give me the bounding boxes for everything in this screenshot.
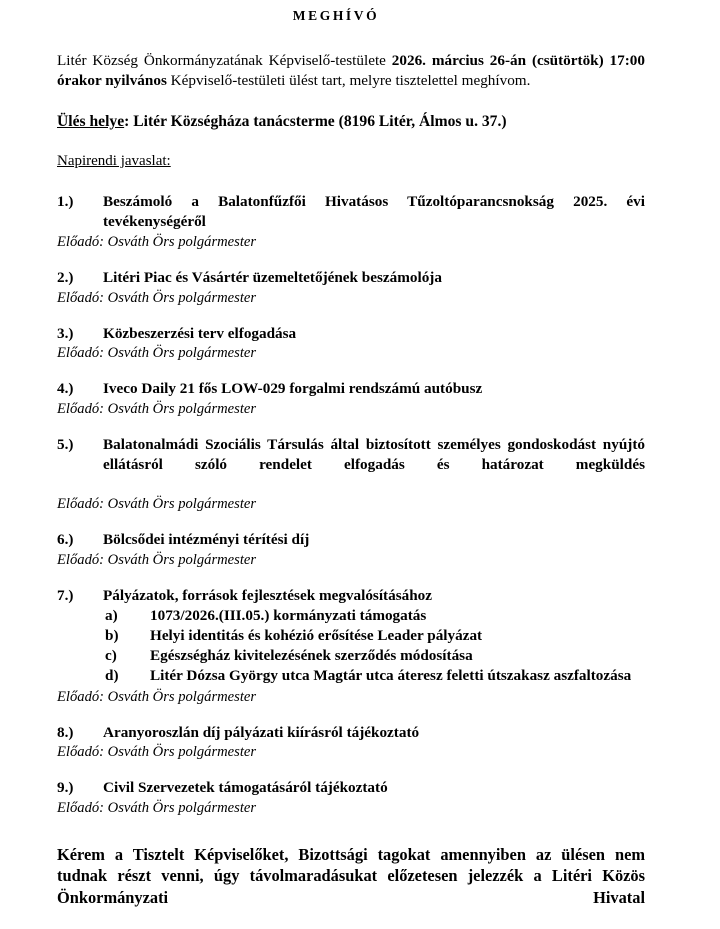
agenda-subitem-c xyxy=(57,646,645,666)
agenda-item-number: 7.) xyxy=(57,586,74,604)
agenda-subitem-text: Litér Dózsa György utca Magtár utca áteresz feletti útszakasz aszfaltozása xyxy=(150,667,632,685)
agenda-item-number: 5.) xyxy=(57,436,74,454)
agenda-item-6 xyxy=(57,514,645,570)
agenda-list xyxy=(57,171,645,818)
agenda-item-number: 3.) xyxy=(57,324,74,342)
intro-text-before-bold: Litér Község Önkormányzatának Képviselő-testülete xyxy=(57,52,392,70)
agenda-item-presenter: Előadó: Osváth Örs polgármester xyxy=(57,688,257,705)
agenda-subitem-marker: a) xyxy=(105,606,118,624)
agenda-item-title: Balatonalmádi Szociális Társulás által biztosított személyes gondoskodást nyújtó ellátásról szóló rendelet elfogadás és határozat megküldés xyxy=(103,436,645,473)
agenda-item-5 xyxy=(57,419,645,514)
agenda-item-title-line xyxy=(57,379,645,399)
agenda-item-title-line xyxy=(57,530,645,550)
agenda-heading-wrapper xyxy=(57,132,645,172)
agenda-item-number: 2.) xyxy=(57,268,74,286)
agenda-subitem-d xyxy=(57,666,645,686)
closing-paragraph: Kérem a Tisztelt Képviselőket, Bizottsági tagokat amennyiben az ülésen nem tudnak részt venni, úgy távolmaradásukat előzetesen jelezzék a Litéri Közös Önkormányzati Hivatal xyxy=(57,844,645,907)
agenda-item-presenter: Előadó: Osváth Örs polgármester xyxy=(57,289,257,306)
agenda-subitem-marker: b) xyxy=(105,626,119,644)
agenda-item-title: Beszámoló a Balatonfűzfői Hivatásos Tűzoltóparancsnokság 2025. évi tevékenységéről xyxy=(103,193,645,231)
intro-paragraph xyxy=(57,24,645,91)
agenda-item-presenter: Előadó: Osváth Örs polgármester xyxy=(57,496,257,513)
agenda-item-title-line xyxy=(57,586,645,606)
agenda-item-3 xyxy=(57,308,645,364)
agenda-subitem-list xyxy=(57,606,645,687)
venue-line xyxy=(57,92,645,132)
agenda-item-9 xyxy=(57,762,645,818)
agenda-item-presenter: Előadó: Osváth Örs polgármester xyxy=(57,551,257,568)
agenda-item-title: Bölcsődei intézményi térítési díj xyxy=(103,531,310,549)
agenda-item-title: Civil Szervezetek támogatásáról tájékoztató xyxy=(103,779,388,797)
agenda-item-number: 6.) xyxy=(57,531,74,549)
agenda-item-number: 1.) xyxy=(57,193,74,211)
agenda-item-4 xyxy=(57,363,645,419)
page-title: MEGHÍVÓ xyxy=(292,8,380,23)
agenda-subitem-text: Egészségház kivitelezésének szerződés módosítása xyxy=(150,647,473,665)
venue-label: Ülés helye xyxy=(57,112,125,130)
agenda-item-presenter: Előadó: Osváth Örs polgármester xyxy=(57,401,257,418)
agenda-item-number: 9.) xyxy=(57,779,74,797)
agenda-item-title-line xyxy=(57,723,645,743)
agenda-item-title: Aranyoroszlán díj pályázati kiírásról tájékoztató xyxy=(103,723,420,741)
intro-text-after-bold: Képviselő-testületi ülést tart, melyre tisztelettel meghívom. xyxy=(166,72,531,90)
agenda-item-7 xyxy=(57,570,645,707)
venue-value: : Litér Községháza tanácsterme (8196 Litér, Álmos u. 37.) xyxy=(124,112,507,130)
agenda-item-title-line xyxy=(57,324,645,344)
agenda-item-2 xyxy=(57,252,645,308)
agenda-item-number: 4.) xyxy=(57,380,74,398)
agenda-item-title-line xyxy=(57,192,645,232)
agenda-subitem-marker: d) xyxy=(105,667,119,685)
agenda-item-presenter: Előadó: Osváth Örs polgármester xyxy=(57,744,257,761)
agenda-item-8 xyxy=(57,707,645,763)
agenda-item-title-line xyxy=(57,268,645,288)
agenda-subitem-a xyxy=(57,606,645,626)
agenda-item-1 xyxy=(57,171,645,251)
agenda-subitem-b xyxy=(57,626,645,646)
agenda-item-number: 8.) xyxy=(57,723,74,741)
agenda-item-title-line xyxy=(57,778,645,798)
agenda-item-presenter: Előadó: Osváth Örs polgármester xyxy=(57,345,257,362)
agenda-item-title: Pályázatok, források fejlesztések megvalósításához xyxy=(103,586,432,604)
agenda-subitem-text: Helyi identitás és kohézió erősítése Leader pályázat xyxy=(150,626,483,644)
intro-datetime-bold: 2026. március 26-án (csütörtök) 17:00 órakor nyilvános xyxy=(57,52,645,90)
agenda-item-presenter: Előadó: Osváth Örs polgármester xyxy=(57,800,257,817)
agenda-subitem-marker: c) xyxy=(105,647,117,665)
agenda-item-title: Közbeszerzési terv elfogadása xyxy=(103,324,297,342)
agenda-subitem-text: 1073/2026.(III.05.) kormányzati támogatás xyxy=(150,606,427,624)
agenda-item-title: Iveco Daily 21 fős LOW-029 forgalmi rendszámú autóbusz xyxy=(103,380,483,398)
agenda-item-title: Litéri Piac és Vásártér üzemeltetőjének beszámolója xyxy=(103,268,442,286)
agenda-item-title-line xyxy=(57,435,645,494)
agenda-item-presenter: Előadó: Osváth Örs polgármester xyxy=(57,233,257,250)
agenda-heading: Napirendi javaslat: xyxy=(57,152,171,169)
